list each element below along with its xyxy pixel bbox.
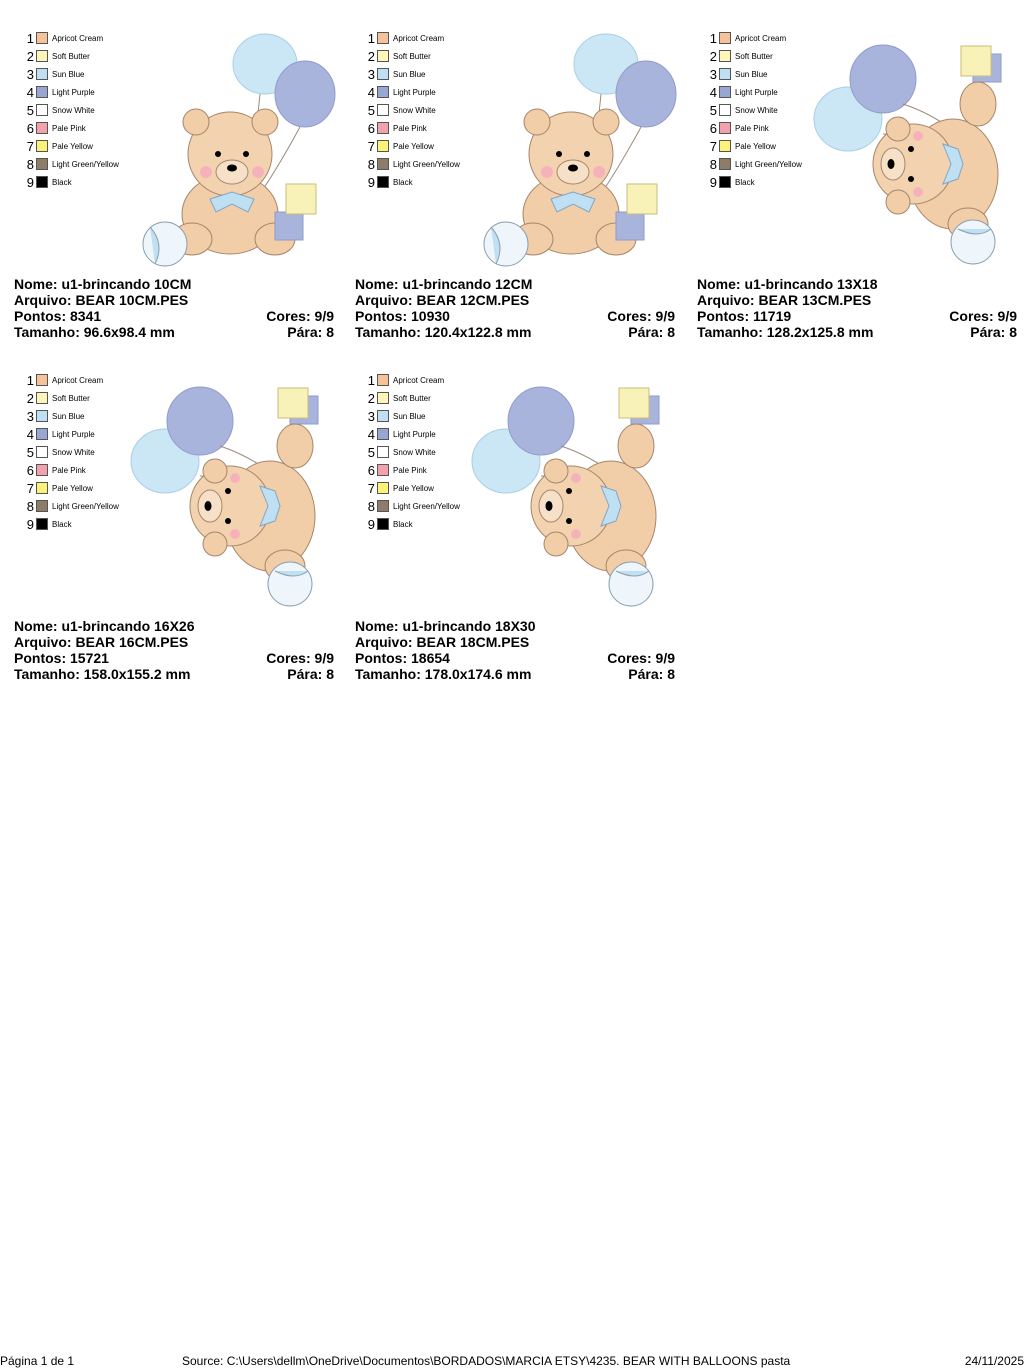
design-file: BEAR 13CM.PES (758, 292, 872, 308)
palette-swatch (377, 428, 389, 440)
palette-swatch (36, 122, 48, 134)
design-name: u1-brincando 12CM (402, 276, 533, 292)
palette-swatch (377, 482, 389, 494)
palette-number: 5 (709, 103, 717, 118)
footer-date: 24/11/2025 (964, 1354, 1024, 1368)
toy-blocks (619, 388, 659, 424)
file-label: Arquivo: (355, 292, 413, 308)
design-stitches: 10930 (411, 308, 450, 324)
palette-number: 5 (26, 445, 34, 460)
design-info (355, 618, 675, 682)
palette-name: Pale Pink (393, 124, 427, 133)
palette-name: Light Purple (52, 430, 95, 439)
design-stitches: 15721 (70, 650, 109, 666)
palette-number: 2 (709, 49, 717, 64)
palette-name: Soft Butter (52, 52, 90, 61)
palette-number: 3 (26, 409, 34, 424)
colors-label: Cores: (607, 650, 652, 666)
palette-swatch (377, 392, 389, 404)
palette-name: Sun Blue (393, 70, 426, 79)
design-name: u1-brincando 10CM (61, 276, 192, 292)
stitches-label: Pontos: (14, 308, 67, 324)
palette-swatch (377, 158, 389, 170)
palette-number: 6 (367, 463, 375, 478)
design-name: u1-brincando 16X26 (61, 618, 195, 634)
design-name: u1-brincando 13X18 (744, 276, 878, 292)
design-preview (793, 24, 1023, 269)
palette-swatch (36, 374, 48, 386)
size-label: Tamanho: (697, 324, 763, 340)
design-file: BEAR 16CM.PES (75, 634, 189, 650)
palette-name: Pale Yellow (393, 484, 434, 493)
palette-number: 2 (367, 391, 375, 406)
palette-swatch (719, 122, 731, 134)
palette-name: Black (393, 178, 413, 187)
palette-name: Apricot Cream (735, 34, 787, 43)
balloon-purple (616, 61, 676, 127)
palette-swatch (36, 32, 48, 44)
palette-number: 9 (709, 175, 717, 190)
palette-swatch (719, 158, 731, 170)
palette-swatch (719, 68, 731, 80)
palette-number: 6 (709, 121, 717, 136)
palette-number: 8 (367, 157, 375, 172)
palette-name: Soft Butter (735, 52, 773, 61)
palette-swatch (36, 410, 48, 422)
file-label: Arquivo: (355, 634, 413, 650)
palette-number: 3 (367, 409, 375, 424)
name-label: Nome: (14, 276, 58, 292)
palette-name: Pale Pink (735, 124, 769, 133)
design-colors: 9/9 (655, 308, 675, 324)
palette-number: 4 (367, 427, 375, 442)
footer-source-path: Source: C:\Users\dellm\OneDrive\Documentos\BORDADOS\MARCIA ETSY\4235. BEAR WITH BALLOONS pasta (182, 1354, 791, 1368)
palette-name: Sun Blue (735, 70, 768, 79)
palette-name: Apricot Cream (393, 376, 445, 385)
palette-swatch (36, 50, 48, 62)
size-label: Tamanho: (14, 324, 80, 340)
palette-number: 3 (26, 67, 34, 82)
palette-name: Pale Yellow (735, 142, 776, 151)
file-label: Arquivo: (14, 634, 72, 650)
design-preview (110, 24, 340, 269)
palette-number: 6 (26, 463, 34, 478)
palette-number: 9 (26, 175, 34, 190)
stitches-label: Pontos: (14, 650, 67, 666)
palette-name: Pale Pink (52, 124, 86, 133)
palette-swatch (36, 104, 48, 116)
palette-swatch (36, 428, 48, 440)
design-card (697, 24, 1017, 344)
palette-name: Light Green/Yellow (52, 160, 119, 169)
balloon-purple (508, 387, 574, 455)
palette-number: 6 (367, 121, 375, 136)
palette-number: 9 (367, 517, 375, 532)
palette-name: Soft Butter (393, 394, 431, 403)
palette-name: Light Green/Yellow (735, 160, 802, 169)
palette-name: Pale Yellow (393, 142, 434, 151)
palette-name: Black (52, 520, 72, 529)
size-label: Tamanho: (355, 666, 421, 682)
file-label: Arquivo: (14, 292, 72, 308)
design-info (355, 276, 675, 340)
footer-page-number: Página 1 de 1 (0, 1354, 75, 1368)
palette-name: Pale Yellow (52, 484, 93, 493)
size-label: Tamanho: (355, 324, 421, 340)
palette-swatch (36, 158, 48, 170)
colors-label: Cores: (266, 650, 311, 666)
design-preview (110, 366, 340, 611)
stops-label: Pára: (970, 324, 1006, 340)
palette-swatch (36, 176, 48, 188)
palette-swatch (36, 500, 48, 512)
stitches-label: Pontos: (355, 308, 408, 324)
ball (609, 562, 653, 606)
palette-number: 1 (367, 373, 375, 388)
palette-number: 7 (709, 139, 717, 154)
design-size: 96.6x98.4 mm (83, 324, 175, 340)
palette-number: 7 (26, 139, 34, 154)
name-label: Nome: (355, 618, 399, 634)
design-card (355, 24, 675, 344)
palette-name: Pale Pink (393, 466, 427, 475)
palette-number: 2 (367, 49, 375, 64)
palette-name: Light Purple (393, 430, 436, 439)
stops-label: Pára: (628, 324, 664, 340)
design-preview (451, 366, 681, 611)
palette-swatch (377, 464, 389, 476)
toy-blocks (275, 184, 316, 240)
palette-number: 7 (26, 481, 34, 496)
design-info (697, 276, 1017, 340)
ball (268, 562, 312, 606)
palette-swatch (377, 140, 389, 152)
palette-number: 7 (367, 481, 375, 496)
balloon-purple (275, 61, 335, 127)
design-colors: 9/9 (997, 308, 1017, 324)
palette-number: 5 (367, 445, 375, 460)
palette-swatch (36, 68, 48, 80)
palette-number: 1 (26, 373, 34, 388)
design-colors: 9/9 (655, 650, 675, 666)
stops-label: Pára: (287, 324, 323, 340)
palette-name: Snow White (52, 448, 95, 457)
stops-label: Pára: (287, 666, 323, 682)
design-card (14, 24, 334, 344)
design-colors: 9/9 (314, 308, 334, 324)
palette-number: 9 (26, 517, 34, 532)
size-label: Tamanho: (14, 666, 80, 682)
palette-name: Apricot Cream (52, 376, 104, 385)
palette-number: 6 (26, 121, 34, 136)
palette-name: Light Purple (52, 88, 95, 97)
design-file: BEAR 12CM.PES (416, 292, 530, 308)
name-label: Nome: (355, 276, 399, 292)
design-stops: 8 (326, 324, 334, 340)
palette-number: 1 (709, 31, 717, 46)
palette-name: Pale Pink (52, 466, 86, 475)
palette-number: 3 (367, 67, 375, 82)
palette-swatch (719, 86, 731, 98)
palette-swatch (36, 392, 48, 404)
palette-swatch (719, 140, 731, 152)
palette-name: Black (52, 178, 72, 187)
toy-blocks (616, 184, 657, 240)
design-preview (451, 24, 681, 269)
palette-name: Light Purple (393, 88, 436, 97)
palette-name: Black (393, 520, 413, 529)
palette-name: Snow White (393, 448, 436, 457)
ball (484, 222, 528, 266)
design-info (14, 618, 334, 682)
palette-swatch (377, 518, 389, 530)
palette-number: 8 (26, 157, 34, 172)
design-file: BEAR 18CM.PES (416, 634, 530, 650)
ball (143, 222, 187, 266)
palette-number: 7 (367, 139, 375, 154)
palette-swatch (719, 176, 731, 188)
palette-swatch (377, 32, 389, 44)
palette-swatch (377, 410, 389, 422)
palette-swatch (377, 500, 389, 512)
palette-name: Apricot Cream (393, 34, 445, 43)
design-info (14, 276, 334, 340)
design-card (355, 366, 675, 686)
palette-swatch (377, 50, 389, 62)
palette-number: 4 (367, 85, 375, 100)
palette-number: 4 (26, 85, 34, 100)
stitches-label: Pontos: (355, 650, 408, 666)
palette-number: 1 (367, 31, 375, 46)
design-file: BEAR 10CM.PES (75, 292, 189, 308)
file-label: Arquivo: (697, 292, 755, 308)
palette-name: Light Purple (735, 88, 778, 97)
palette-swatch (36, 86, 48, 98)
balloon-purple (850, 45, 916, 113)
palette-swatch (36, 140, 48, 152)
design-stops: 8 (667, 324, 675, 340)
design-size: 178.0x174.6 mm (424, 666, 532, 682)
ball (951, 220, 995, 264)
design-stitches: 8341 (70, 308, 102, 324)
palette-swatch (377, 374, 389, 386)
palette-swatch (377, 122, 389, 134)
palette-number: 1 (26, 31, 34, 46)
palette-name: Snow White (393, 106, 436, 115)
palette-name: Sun Blue (393, 412, 426, 421)
toy-blocks (278, 388, 318, 424)
palette-name: Light Green/Yellow (52, 502, 119, 511)
palette-name: Sun Blue (52, 70, 85, 79)
palette-name: Snow White (735, 106, 778, 115)
palette-number: 9 (367, 175, 375, 190)
palette-number: 8 (367, 499, 375, 514)
palette-swatch (377, 68, 389, 80)
palette-swatch (377, 176, 389, 188)
stops-label: Pára: (628, 666, 664, 682)
palette-swatch (36, 518, 48, 530)
palette-swatch (377, 86, 389, 98)
design-stops: 8 (667, 666, 675, 682)
palette-swatch (377, 446, 389, 458)
design-colors: 9/9 (314, 650, 334, 666)
stitches-label: Pontos: (697, 308, 750, 324)
palette-name: Soft Butter (52, 394, 90, 403)
palette-number: 8 (709, 157, 717, 172)
toy-blocks (961, 46, 1001, 82)
palette-swatch (377, 104, 389, 116)
palette-name: Pale Yellow (52, 142, 93, 151)
design-card (14, 366, 334, 686)
palette-name: Light Green/Yellow (393, 160, 460, 169)
colors-label: Cores: (949, 308, 994, 324)
balloon-purple (167, 387, 233, 455)
design-stops: 8 (326, 666, 334, 682)
design-size: 158.0x155.2 mm (83, 666, 191, 682)
design-stops: 8 (1009, 324, 1017, 340)
palette-name: Black (735, 178, 755, 187)
palette-name: Snow White (52, 106, 95, 115)
design-size: 120.4x122.8 mm (424, 324, 532, 340)
palette-number: 3 (709, 67, 717, 82)
design-stitches: 18654 (411, 650, 450, 666)
colors-label: Cores: (607, 308, 652, 324)
palette-swatch (36, 482, 48, 494)
name-label: Nome: (14, 618, 58, 634)
design-size: 128.2x125.8 mm (766, 324, 874, 340)
palette-name: Sun Blue (52, 412, 85, 421)
colors-label: Cores: (266, 308, 311, 324)
name-label: Nome: (697, 276, 741, 292)
palette-swatch (719, 104, 731, 116)
palette-name: Light Green/Yellow (393, 502, 460, 511)
palette-swatch (36, 464, 48, 476)
palette-number: 5 (367, 103, 375, 118)
design-name: u1-brincando 18X30 (402, 618, 536, 634)
palette-name: Apricot Cream (52, 34, 104, 43)
palette-swatch (719, 50, 731, 62)
palette-name: Soft Butter (393, 52, 431, 61)
palette-number: 2 (26, 391, 34, 406)
palette-number: 8 (26, 499, 34, 514)
design-stitches: 11719 (753, 308, 792, 324)
palette-number: 4 (709, 85, 717, 100)
palette-number: 4 (26, 427, 34, 442)
palette-swatch (719, 32, 731, 44)
palette-number: 2 (26, 49, 34, 64)
palette-number: 5 (26, 103, 34, 118)
palette-swatch (36, 446, 48, 458)
